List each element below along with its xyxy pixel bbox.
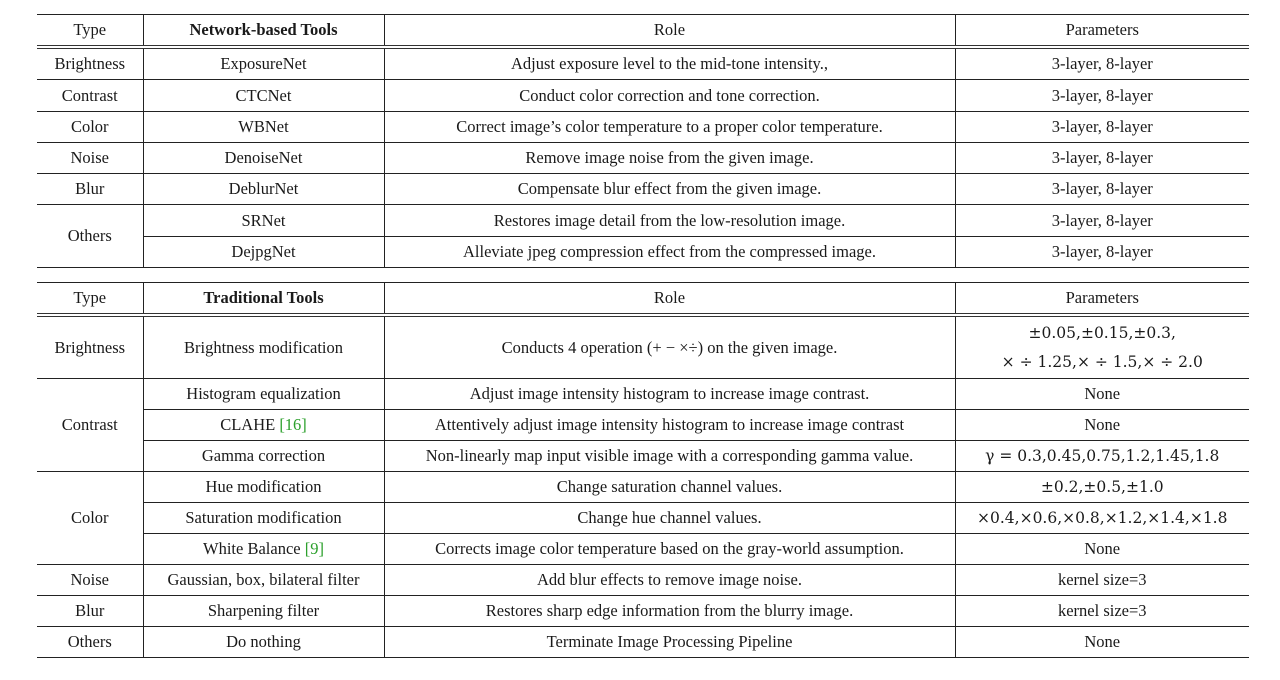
role-cell: Non-linearly map input visible image with a corresponding gamma value. [384,441,955,472]
role-cell: Restores sharp edge information from the blurry image. [384,596,955,627]
table-header-row [37,15,1249,48]
table-row [37,315,1249,379]
tool-cell: WBNet [143,111,384,142]
tool-cell: DejpgNet [143,236,384,267]
role-cell: Restores image detail from the low-resolution image. [384,205,955,236]
tool-cell: Gaussian, box, bilateral filter [143,565,384,596]
role-cell: Attentively adjust image intensity histogram to increase image contrast [384,410,955,441]
table-row [37,142,1249,173]
params-cell: 3-layer, 8-layer [955,236,1249,267]
role-cell: Compensate blur effect from the given image. [384,174,955,205]
role-cell: Conducts 4 operation (+ − ×÷) on the given image. [384,315,955,379]
role-cell: Remove image noise from the given image. [384,142,955,173]
type-header: Type [37,283,143,316]
params-cell: 3-layer, 8-layer [955,142,1249,173]
role-cell: Adjust exposure level to the mid-tone intensity., [384,47,955,80]
params-cell: ±0.2,±0.5,±1.0 [955,472,1249,503]
table-row [37,596,1249,627]
table-row [37,47,1249,80]
params-cell: None [955,627,1249,658]
role-cell: Change hue channel values. [384,503,955,534]
tool-cell: Gamma correction [143,441,384,472]
table-row [37,410,1249,441]
type-cell: Noise [37,142,143,173]
table-row [37,205,1249,236]
type-cell: Brightness [37,315,143,379]
tool-name: CLAHE [220,415,276,435]
tool-cell [143,534,384,565]
tool-cell: DeblurNet [143,174,384,205]
role-cell: Change saturation channel values. [384,472,955,503]
type-cell: Contrast [37,379,143,472]
params-line: ±0.05,±0.15,±0.3, [1028,323,1176,342]
role-cell: Adjust image intensity histogram to increase image contrast. [384,379,955,410]
role-cell: Alleviate jpeg compression effect from the compressed image. [384,236,955,267]
tool-cell: Saturation modification [143,503,384,534]
tool-cell: Do nothing [143,627,384,658]
parameters-header: Parameters [955,283,1249,316]
params-cell: 3-layer, 8-layer [1051,54,1153,74]
table-row [37,534,1249,565]
params-cell: 3-layer, 8-layer [955,80,1249,111]
tool-cell: CTCNet [143,80,384,111]
params-cell [955,315,1249,379]
table-header-row [37,283,1249,316]
params-cell: 3-layer, 8-layer [955,205,1249,236]
table-row [37,565,1249,596]
role-cell: Conduct color correction and tone correction. [384,80,955,111]
params-cell: 3-layer, 8-layer [955,111,1249,142]
type-cell: Brightness [37,47,143,80]
citation-link[interactable]: [9] [304,539,324,559]
tools-header: Traditional Tools [143,283,384,316]
params-cell: kernel size=3 [955,596,1249,627]
params-cell: kernel size=3 [955,565,1249,596]
params-cell: None [955,534,1249,565]
type-cell: Others [37,627,143,658]
table-row [37,472,1249,503]
role-cell: Corrects image color temperature based on the gray-world assumption. [384,534,955,565]
role-cell: Correct image’s color temperature to a proper color temperature. [384,111,955,142]
role-cell: Terminate Image Processing Pipeline [384,627,955,658]
network-tools-table [37,14,1249,268]
tool-name: White Balance [203,539,301,559]
table-row [37,236,1249,267]
type-cell: Others [37,205,143,268]
params-cell: None [955,410,1249,441]
type-cell: Blur [37,596,143,627]
tool-cell [143,410,384,441]
table-row [37,80,1249,111]
tool-cell: ExposureNet [143,47,384,80]
type-cell: Color [37,472,143,565]
params-cell: 3-layer, 8-layer [955,174,1249,205]
tool-cell: Brightness modification [143,315,384,379]
type-cell: Contrast [37,80,143,111]
role-header: Role [384,283,955,316]
type-cell: Noise [37,565,143,596]
table-row [37,111,1249,142]
type-cell: Blur [37,174,143,205]
table-row [37,503,1249,534]
tool-cell: Histogram equalization [143,379,384,410]
tool-cell: DenoiseNet [143,142,384,173]
role-cell: Add blur effects to remove image noise. [384,565,955,596]
type-header: Type [37,15,143,48]
table-row [37,627,1249,658]
params-cell: ×0.4,×0.6,×0.8,×1.2,×1.4,×1.8 [955,503,1249,534]
table-row [37,379,1249,410]
table-row [37,174,1249,205]
traditional-tools-table [37,282,1249,658]
type-cell: Color [37,111,143,142]
params-cell: γ = 0.3,0.45,0.75,1.2,1.45,1.8 [955,441,1249,472]
tool-cell: Sharpening filter [143,596,384,627]
tool-cell: SRNet [143,205,384,236]
tool-cell: Hue modification [143,472,384,503]
role-header: Role [384,15,955,48]
params-cell: None [955,379,1249,410]
tools-header: Network-based Tools [143,15,384,48]
citation-link[interactable]: [16] [279,415,307,435]
table-row [37,441,1249,472]
parameters-header: Parameters [955,15,1249,48]
params-line: × ÷ 1.25,× ÷ 1.5,× ÷ 2.0 [1001,352,1203,371]
